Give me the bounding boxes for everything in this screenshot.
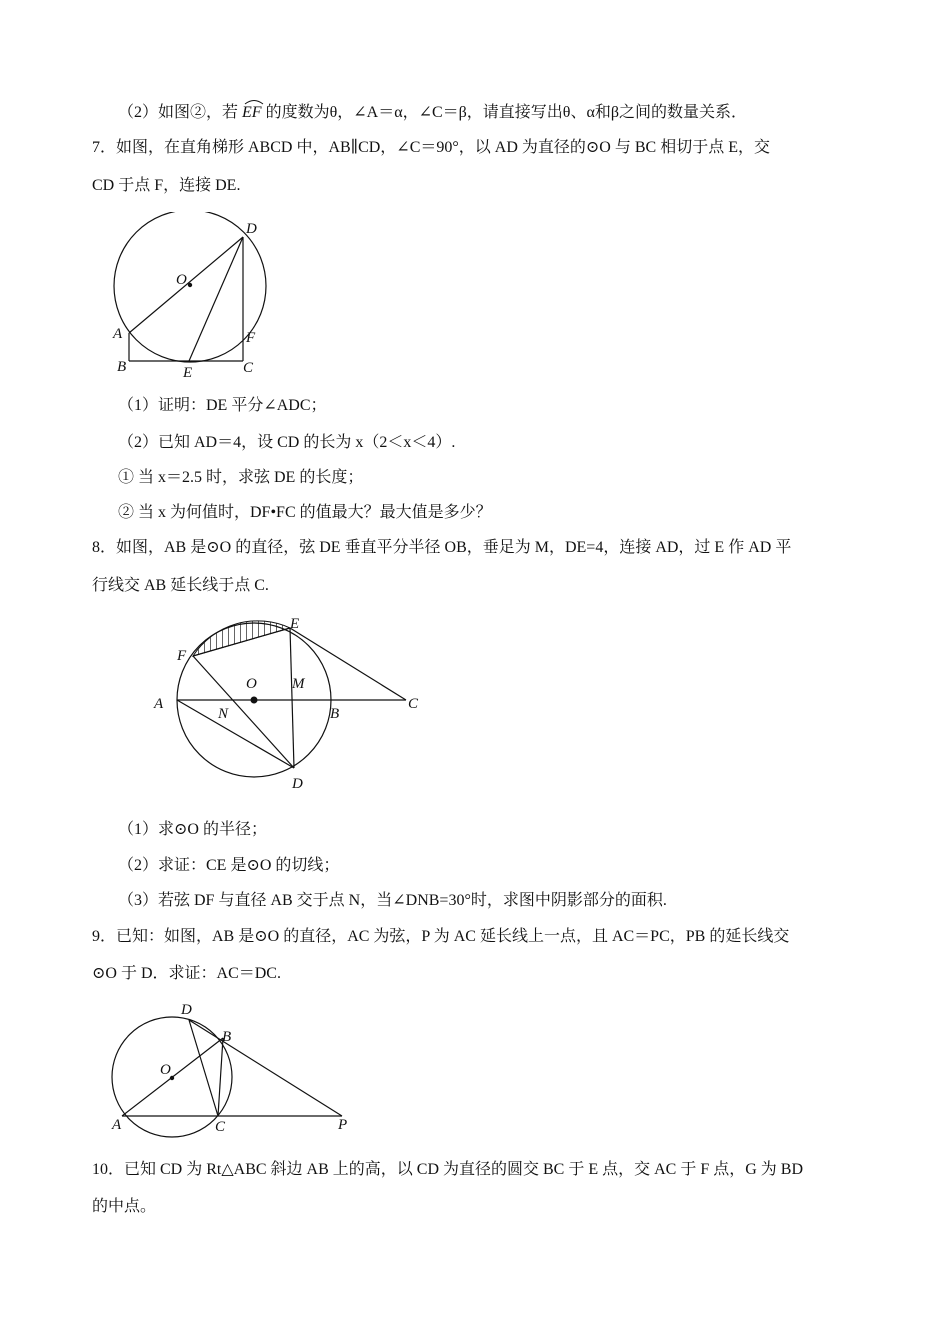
q8-part2: （2）求证：CE 是⊙O 的切线； [118, 857, 340, 874]
label-o: O [176, 272, 187, 288]
arc-label [242, 103, 262, 123]
label-b: B [330, 706, 340, 722]
label-a: A [113, 326, 123, 342]
q9-stem-1: 9．已知：如图，AB 是⊙O 的直径，AC 为弦，P 为 AC 延长线上一点，且 AC＝PC，PB 的延长线交 [92, 928, 790, 945]
segment-ce [290, 628, 406, 700]
label-d: D [181, 1002, 192, 1018]
label-m: M [292, 676, 305, 692]
q8-part1: （1）求⊙O 的半径； [118, 821, 267, 838]
label-b: B [222, 1029, 232, 1045]
segment-de [189, 237, 243, 361]
q8-stem-1: 8．如图，AB 是⊙O 的直径，弦 DE 垂直平分半径 OB，垂足为 M，DE=4，连接 AD，过 E 作 AD 平 [92, 539, 792, 556]
segment-ad [177, 700, 294, 768]
label-c: C [215, 1119, 226, 1135]
q10-stem-1: 10．已知 CD 为 Rt△ABC 斜边 AB 上的高，以 CD 为直径的圆交 BC 于 E 点，交 AC 于 F 点，G 为 BD [92, 1161, 804, 1178]
q6-part2 [118, 103, 747, 123]
figure-q9 [105, 998, 365, 1138]
arc-text: EF [242, 104, 262, 121]
label-a: A [154, 696, 164, 712]
label-c: C [243, 360, 254, 376]
label-f: F [246, 330, 256, 346]
label-d: D [246, 221, 257, 237]
q9-stem-2: ⊙O 于 D．求证：AC＝DC. [92, 965, 281, 982]
label-a: A [112, 1117, 122, 1133]
center-o [251, 697, 258, 704]
label-o: O [160, 1062, 171, 1078]
q7-part2: （2）已知 AD＝4，设 CD 的长为 x（2＜x＜4）. [118, 434, 456, 451]
q7-part2-a: ① 当 x＝2.5 时，求弦 DE 的长度； [118, 469, 364, 486]
label-p: P [338, 1117, 348, 1133]
line-dp [189, 1020, 342, 1116]
figure-q8 [150, 608, 440, 798]
label-o: O [246, 676, 257, 692]
label-c: C [408, 696, 419, 712]
label-e: E [290, 616, 300, 632]
label-b: B [117, 359, 127, 375]
text-segment: （2）如图②，若 [118, 104, 239, 121]
q8-stem-2: 行线交 AB 延长线于点 C. [92, 577, 269, 594]
label-e: E [183, 365, 193, 381]
q8-part3: （3）若弦 DF 与直径 AB 交于点 N，当∠DNB=30°时，求图中阴影部分的面积. [118, 892, 667, 909]
q10-stem-2: 的中点。 [92, 1198, 157, 1215]
chord-df [193, 656, 294, 768]
text-segment: 的度数为θ，∠A＝α，∠C＝β，请直接写出θ、α和β之间的数量关系． [265, 104, 747, 121]
arc-mark [243, 97, 265, 105]
label-f: F [177, 648, 187, 664]
center-o [188, 283, 192, 287]
q7-stem-1: 7．如图，在直角梯形 ABCD 中，AB∥CD，∠C＝90°，以 AD 为直径的⊙O 与 BC 相切于点 E，交 [92, 139, 770, 156]
figure-q7 [100, 212, 280, 382]
q7-stem-2: CD 于点 F，连接 DE. [92, 177, 241, 194]
q7-part2-b: ② 当 x 为何值时，DF•FC 的值最大？最大值是多少？ [118, 504, 492, 521]
chord-de [290, 628, 294, 768]
segment-bc [218, 1038, 223, 1116]
q7-part1: （1）证明：DE 平分∠ADC； [118, 397, 327, 414]
label-n: N [218, 706, 229, 722]
label-d: D [292, 776, 303, 792]
